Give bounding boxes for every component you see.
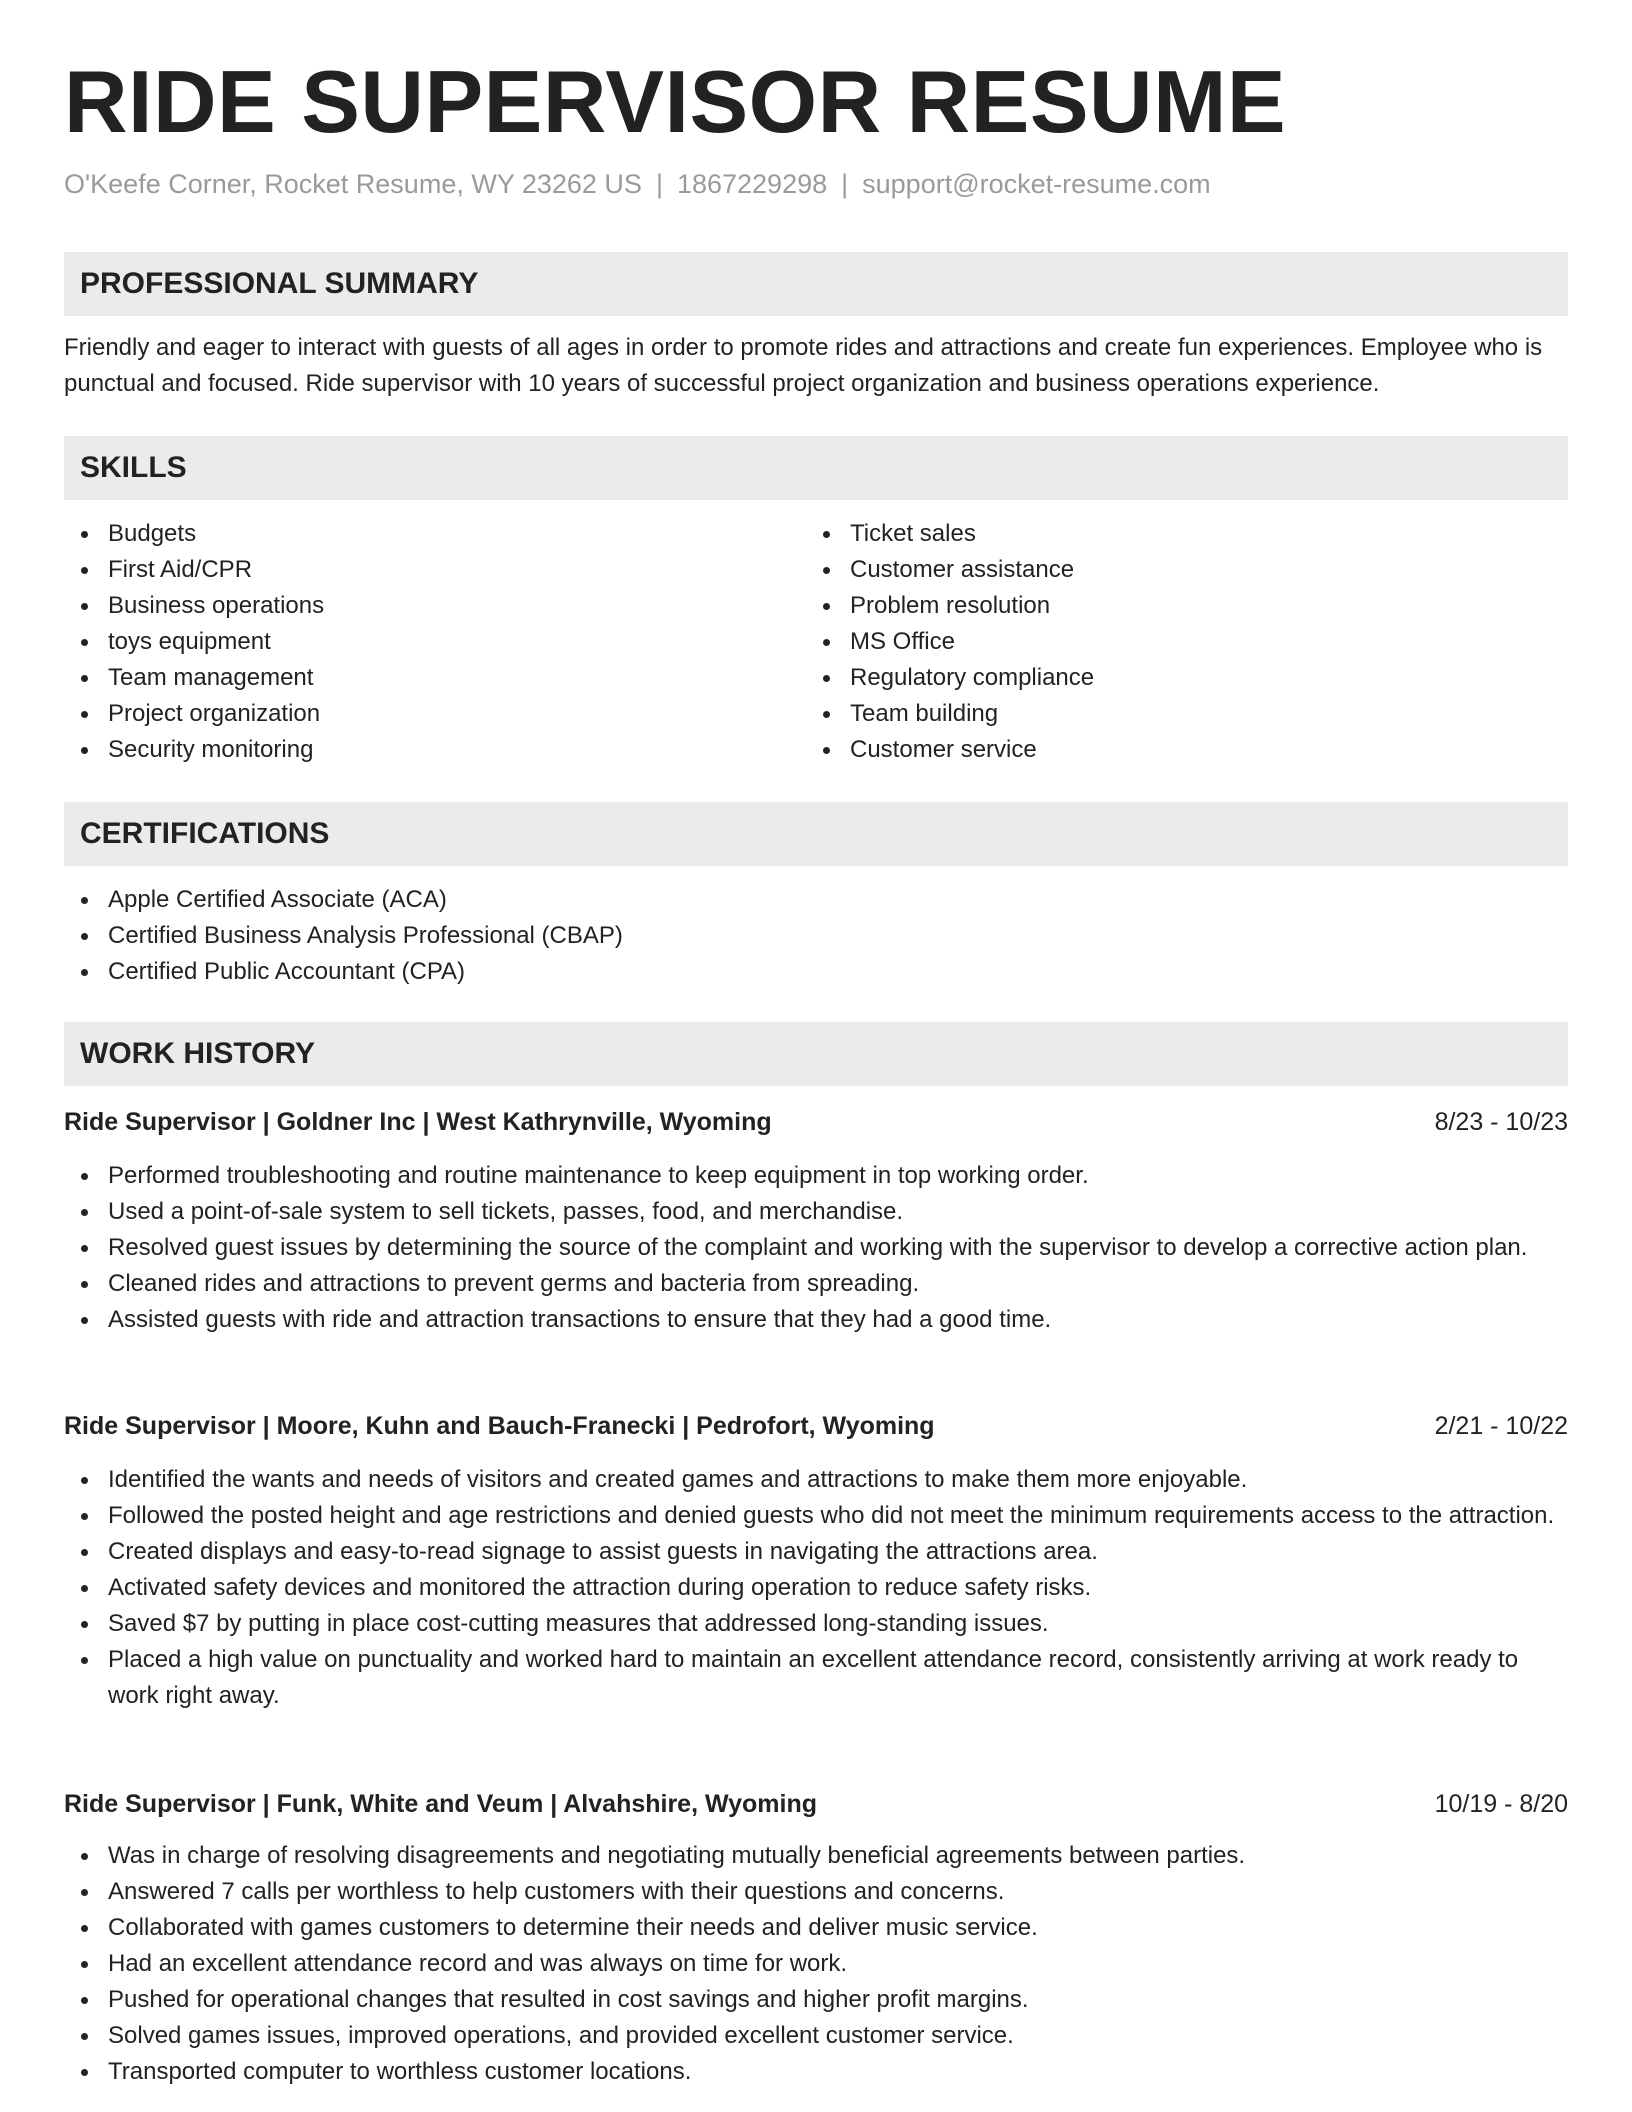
summary-section-header <box>64 252 1568 316</box>
summary-heading: PROFESSIONAL SUMMARY <box>80 267 479 300</box>
job-bullet: Was in charge of resolving disagreements and negotiating mutually beneficial agreements between parties. <box>108 1838 1568 1874</box>
page-title: RIDE SUPERVISOR RESUME <box>64 52 1287 151</box>
skill-item: Budgets <box>108 516 808 552</box>
skill-item: First Aid/CPR <box>108 552 808 588</box>
certifications-list <box>64 882 1568 990</box>
skill-item: Project organization <box>108 696 808 732</box>
job-bullet: Identified the wants and needs of visitors and created games and attractions to make them more enjoyable. <box>108 1462 1568 1498</box>
job-bullet: Pushed for operational changes that resulted in cost savings and higher profit margins. <box>108 1982 1568 2018</box>
contact-separator: | <box>655 169 663 199</box>
skills-section-header <box>64 436 1568 500</box>
skill-item: Ticket sales <box>850 516 1550 552</box>
job-title: Ride Supervisor | Funk, White and Veum | Alvahshire, Wyoming <box>64 1790 818 1818</box>
job-bullet: Placed a high value on punctuality and worked hard to maintain an excellent attendance record, consistently arriving at work ready to work right away. <box>108 1642 1568 1714</box>
skill-item: toys equipment <box>108 624 808 660</box>
job-bullet: Followed the posted height and age restrictions and denied guests who did not meet the minimum requirements access to the attraction. <box>108 1498 1568 1534</box>
skill-item: Business operations <box>108 588 808 624</box>
certification-item: Certified Public Accountant (CPA) <box>108 954 1568 990</box>
skill-item: Regulatory compliance <box>850 660 1550 696</box>
job-bullet: Resolved guest issues by determining the source of the complaint and working with the supervisor to develop a corrective action plan. <box>108 1230 1568 1266</box>
contact-separator: | <box>841 169 849 199</box>
certification-item: Apple Certified Associate (ACA) <box>108 882 1568 918</box>
skill-item: MS Office <box>850 624 1550 660</box>
summary-text: Friendly and eager to interact with guests of all ages in order to promote rides and attractions and create fun experiences. Employee who is punctual and focused. Ride supervisor with 10 years of successful project organization and business operations experience. <box>64 334 1543 397</box>
job-dates: 10/19 - 8/20 <box>1434 1790 1568 1818</box>
certifications-section-header <box>64 802 1568 866</box>
job-bullet: Collaborated with games customers to determine their needs and deliver music service. <box>108 1910 1568 1946</box>
job-bullet: Activated safety devices and monitored the attraction during operation to reduce safety risks. <box>108 1570 1568 1606</box>
contact-email: support@rocket-resume.com <box>862 169 1211 199</box>
job-bullet: Used a point-of-sale system to sell tickets, passes, food, and merchandise. <box>108 1194 1568 1230</box>
contact-line <box>64 166 1211 202</box>
skills-list-left <box>64 516 808 768</box>
skill-item: Customer service <box>850 732 1550 768</box>
job-bullets <box>64 1158 1568 1338</box>
job-bullet: Saved $7 by putting in place cost-cutting measures that addressed long-standing issues. <box>108 1606 1568 1642</box>
job-bullet: Cleaned rides and attractions to prevent germs and bacteria from spreading. <box>108 1266 1568 1302</box>
contact-address: O'Keefe Corner, Rocket Resume, WY 23262 US <box>64 169 642 199</box>
skill-item: Team management <box>108 660 808 696</box>
job-bullet: Solved games issues, improved operations, and provided excellent customer service. <box>108 2018 1568 2054</box>
skills-heading: SKILLS <box>80 451 187 484</box>
skill-item: Customer assistance <box>850 552 1550 588</box>
skill-item: Problem resolution <box>850 588 1550 624</box>
job-bullets <box>64 1462 1568 1714</box>
certifications-heading: CERTIFICATIONS <box>80 817 330 850</box>
contact-phone: 1867229298 <box>676 169 828 199</box>
job-dates: 2/21 - 10/22 <box>1434 1412 1568 1440</box>
skill-item: Security monitoring <box>108 732 808 768</box>
job-dates: 8/23 - 10/23 <box>1434 1108 1568 1136</box>
job-bullet: Had an excellent attendance record and was always on time for work. <box>108 1946 1568 1982</box>
job-bullet: Transported computer to worthless customer locations. <box>108 2054 1568 2090</box>
skill-item: Team building <box>850 696 1550 732</box>
work-history-section-header <box>64 1022 1568 1086</box>
skills-list-right <box>806 516 1550 768</box>
job-bullet: Performed troubleshooting and routine maintenance to keep equipment in top working order. <box>108 1158 1568 1194</box>
job-bullet: Assisted guests with ride and attraction transactions to ensure that they had a good time. <box>108 1302 1568 1338</box>
job-title: Ride Supervisor | Goldner Inc | West Kathrynville, Wyoming <box>64 1108 772 1136</box>
job-bullet: Created displays and easy-to-read signage to assist guests in navigating the attractions area. <box>108 1534 1568 1570</box>
certification-item: Certified Business Analysis Professional (CBAP) <box>108 918 1568 954</box>
job-bullets <box>64 1838 1568 2090</box>
work-history-heading: WORK HISTORY <box>80 1037 316 1070</box>
job-title: Ride Supervisor | Moore, Kuhn and Bauch-Franecki | Pedrofort, Wyoming <box>64 1412 935 1440</box>
job-bullet: Answered 7 calls per worthless to help customers with their questions and concerns. <box>108 1874 1568 1910</box>
